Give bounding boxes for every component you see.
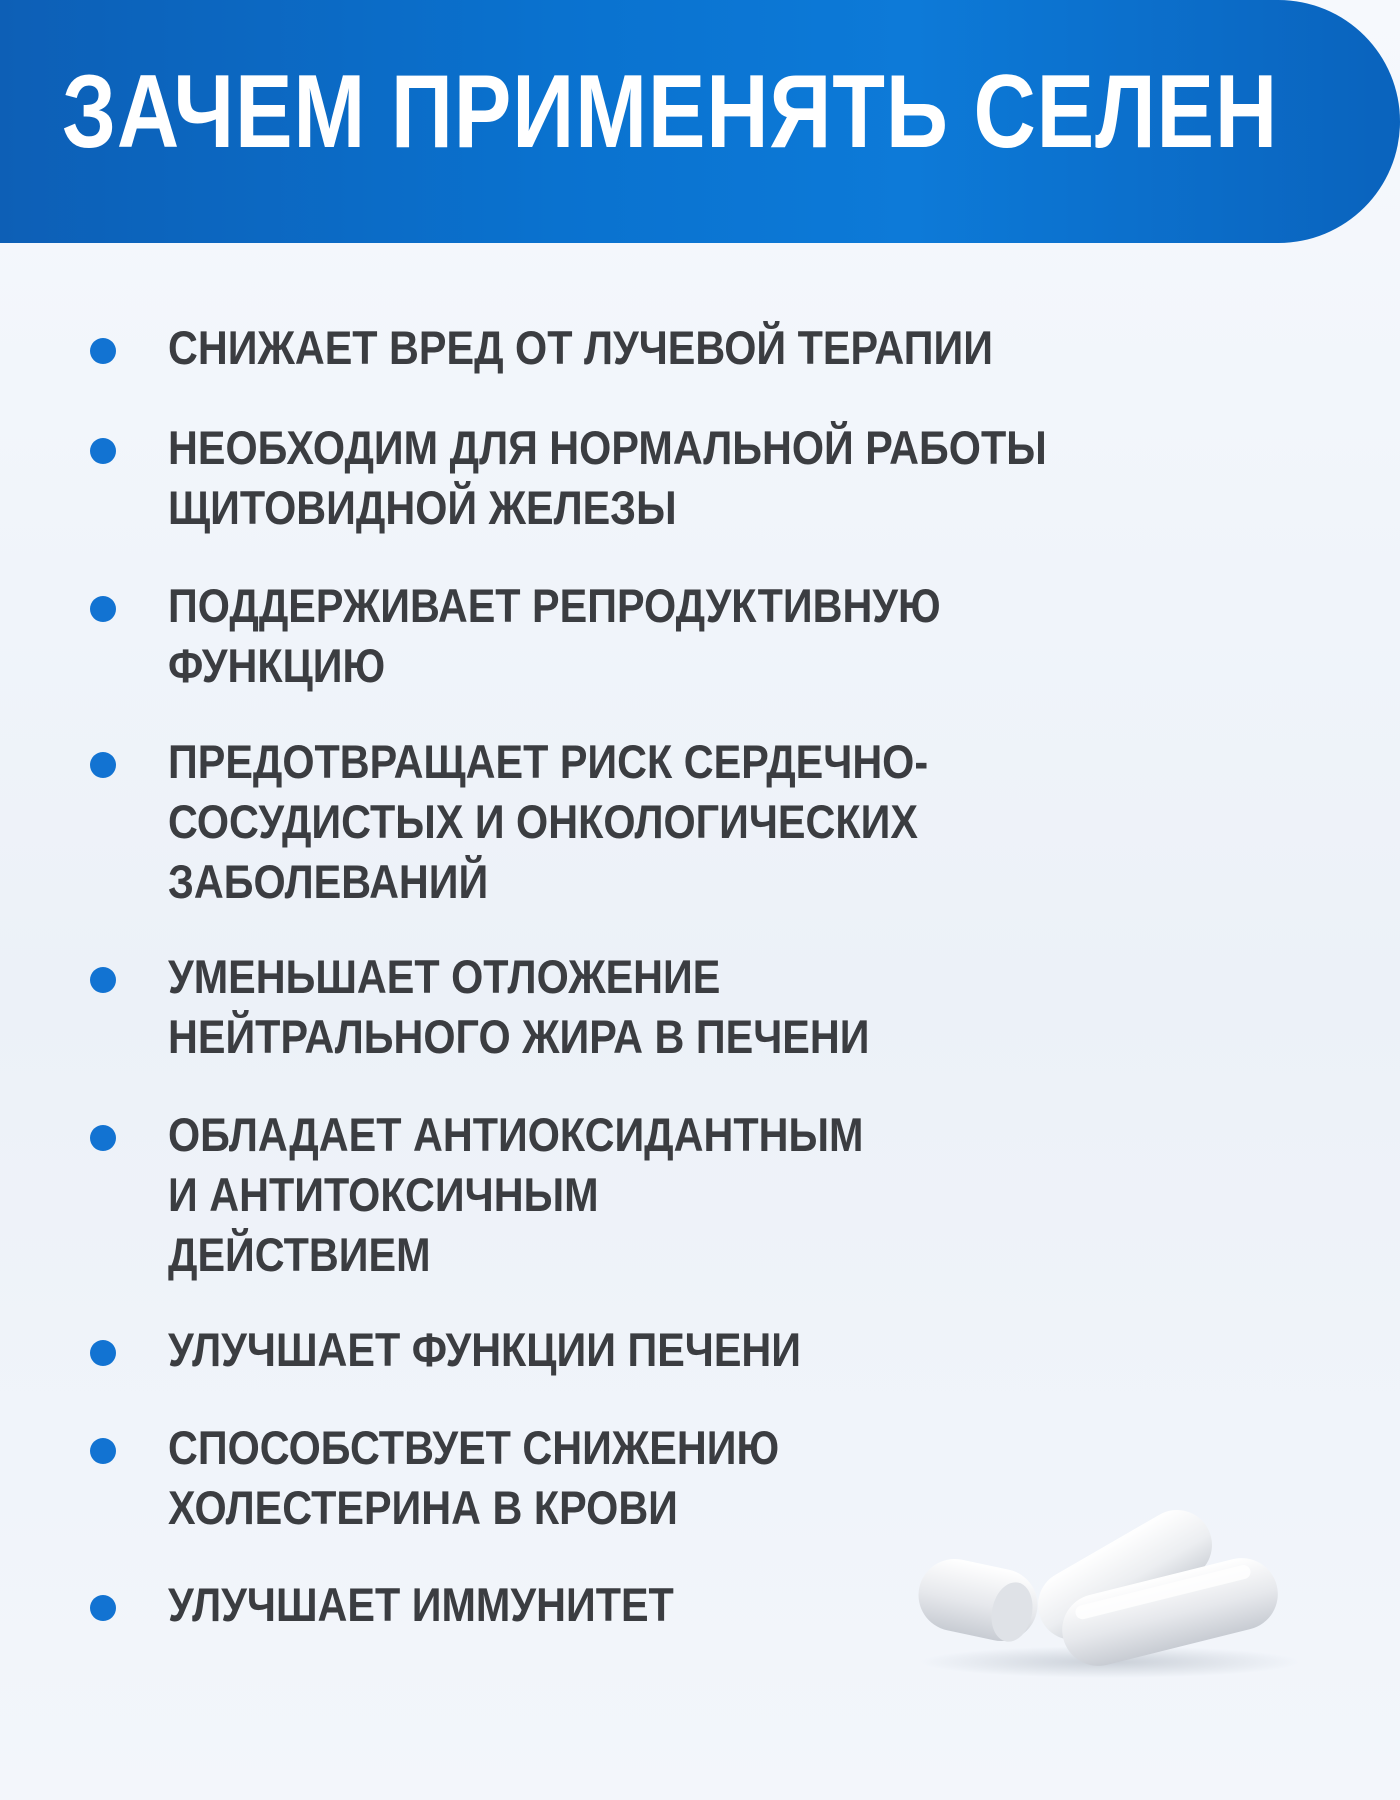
benefit-text: УМЕНЬШАЕТ ОТЛОЖЕНИЕ НЕЙТРАЛЬНОГО ЖИРА В ПЕЧЕНИ xyxy=(168,950,870,1063)
bullet-dot-icon xyxy=(90,596,116,622)
bullet-dot-icon xyxy=(90,438,116,464)
bullet-dot-icon xyxy=(90,1595,116,1621)
benefit-text: ПРЕДОТВРАЩАЕТ РИСК СЕРДЕЧНО- СОСУДИСТЫХ И ОНКОЛОГИЧЕСКИХ ЗАБОЛЕВАНИЙ xyxy=(168,735,929,908)
bullet-dot-icon xyxy=(90,1125,116,1151)
bullet-dot-icon xyxy=(90,1340,116,1366)
benefit-text: СНИЖАЕТ ВРЕД ОТ ЛУЧЕВОЙ ТЕРАПИИ xyxy=(168,321,993,374)
capsule-left xyxy=(912,1552,1044,1647)
benefit-text: ПОДДЕРЖИВАЕТ РЕПРОДУКТИВНУЮ ФУНКЦИЮ xyxy=(168,579,941,692)
bullet-dot-icon xyxy=(90,1438,116,1464)
benefit-text: УЛУЧШАЕТ ФУНКЦИИ ПЕЧЕНИ xyxy=(168,1323,802,1376)
bullet-dot-icon xyxy=(90,752,116,778)
benefit-text: СПОСОБСТВУЕТ СНИЖЕНИЮ ХОЛЕСТЕРИНА В КРОВИ xyxy=(168,1421,780,1534)
benefit-text: УЛУЧШАЕТ ИММУНИТЕТ xyxy=(168,1578,674,1631)
benefit-text: ОБЛАДАЕТ АНТИОКСИДАНТНЫМ И АНТИТОКСИЧНЫМ ДЕЙСТВИЕМ xyxy=(168,1108,864,1281)
benefit-text: НЕОБХОДИМ ДЛЯ НОРМАЛЬНОЙ РАБОТЫ ЩИТОВИДНОЙ ЖЕЛЕЗЫ xyxy=(168,421,1047,534)
page-title: ЗАЧЕМ ПРИМЕНЯТЬ СЕЛЕН xyxy=(62,54,1279,170)
capsules-image xyxy=(900,1500,1300,1680)
bullet-dot-icon xyxy=(90,338,116,364)
bullet-dot-icon xyxy=(90,967,116,993)
